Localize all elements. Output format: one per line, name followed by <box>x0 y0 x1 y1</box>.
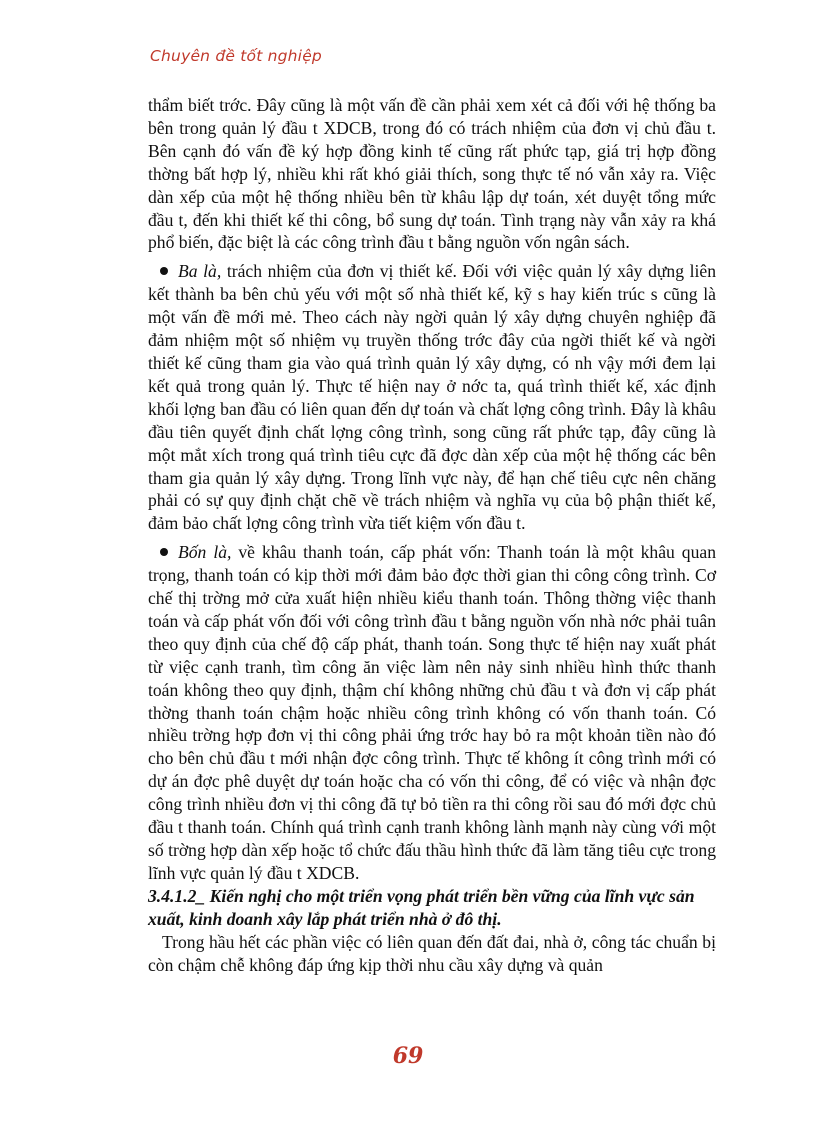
section-heading: 3.4.1.2_ Kiến nghị cho một triển vọng phát triển bền vững của lĩnh vực sản xuất, kinh doanh xây lắp phát triển nhà ở đô thị. <box>148 885 695 929</box>
running-header: Chuyên đề tốt nghiệp <box>150 47 322 65</box>
paragraph-continuation: thẩm biết trớc. Đây cũng là một vấn đề cần phải xem xét cả đối với hệ thống ba bên trong quản lý đầu t XDCB, trong đó có trách nhiệm của đơn vị chủ đầu t. Bên cạnh đó vấn đề ký hợp đồng kinh tế cũng rất phức tạp, giá trị hợp đồng thờng bất hợp lý, nhiều khi rất khó giải thích, song thực tế nó vẫn xảy ra. Việc dàn xếp của một hệ thống nhiều bên từ khâu lập dự toán, xét duyệt tổng mức đầu t, đến khi thiết kế thi công, bổ sung dự toán. Tình trạng này vẫn xảy ra khá phổ biến, đặc biệt là các công trình đầu t bằng nguồn vốn ngân sách. <box>148 95 716 253</box>
paragraph-lead: Ba là, <box>178 261 222 282</box>
page-number: 69 <box>392 1043 424 1069</box>
paragraph-ba-la <box>148 260 716 535</box>
paragraph-body: về khâu thanh toán, cấp phát vốn: Thanh toán là một khâu quan trọng, thanh toán có kịp thời mới đảm bảo đợc thời gian thi công công trình. Cơ chế thị trờng mở cửa xuất hiện nhiều kiểu thanh toán. Thông thờng việc thanh toán và cấp phát vốn đối với công trình đầu t bằng nguồn vốn nhà nớc phải tuân theo quy định của chế độ cấp phát, thanh toán. Song thực tế hiện nay xuất phát từ việc cạnh tranh, tìm công ăn việc làm nên nảy sinh nhiều hình thức thanh toán không theo quy định, thậm chí không những chủ đầu t và đơn vị cấp phát thờng thanh toán chậm hoặc nhiều công trình không có vốn thanh toán. Có nhiều trờng hợp đơn vị thi công phải ứng trớc hay bỏ ra một khoản tiền nào đó cho bên chủ đầu t mới nhận đợc công trình. Thực tế không ít công trình mới có dự án đợc phê duyệt dự toán hoặc cha có vốn thi công, để có việc và nhận đợc công trình nhiều đơn vị thi công đã tự bỏ tiền ra thi công rồi sau đó mới đợc chủ đầu t thanh toán. Chính quá trình cạnh tranh không lành mạnh này cùng với một số trờng hợp dàn xếp hoặc tổ chức đấu thầu hình thức đã làm tăng tiêu cực trong lĩnh vực quản lý đầu t XDCB. <box>148 542 716 883</box>
bullet-icon <box>160 548 168 556</box>
paragraph-lead: Bốn là, <box>178 542 232 563</box>
paragraph-bon-la <box>148 541 716 885</box>
bullet-icon <box>160 267 168 275</box>
paragraph-body: trách nhiệm của đơn vị thiết kế. Đối với việc quản lý xây dựng liên kết thành ba bên chủ yếu với một số nhà thiết kế, kỹ s hay kiến trúc s cũng là một vấn đề mới mẻ. Theo cách này ngời quản lý xây dựng chuyên nghiệp đã đảm nhiệm một số nhiệm vụ truyền thống trớc đây của ngời thiết kế và ngời thiết kế cũng tham gia vào quá trình quản lý xây dựng, có nh vậy mới đem lại kết quả trong quản lý. Thực tế hiện nay ở nớc ta, quá trình thiết kế, xác định khối lợng ban đầu có liên quan đến dự toán và chất lợng công trình. Đây là khâu đầu tiên quyết định chất lợng công trình, song cũng rất phức tạp, đây cũng là một mắt xích trong quá trình tiêu cực đã đợc dàn xếp của một hệ thống các bên tham gia quản lý xây dựng. Trong lĩnh vực này, để hạn chế tiêu cực nên chăng phải có sự quy định chặt chẽ về trách nhiệm và nghĩa vụ của bộ phận thiết kế, đảm bảo chất lợng công trình vừa tiết kiệm vốn đầu t. <box>148 261 716 534</box>
paragraph-trong-hau-het: Trong hầu hết các phần việc có liên quan đến đất đai, nhà ở, công tác chuẩn bị còn chậm chễ không đáp ứng kịp thời nhu cầu xây dựng và quản <box>148 931 716 975</box>
body-text <box>148 94 716 976</box>
